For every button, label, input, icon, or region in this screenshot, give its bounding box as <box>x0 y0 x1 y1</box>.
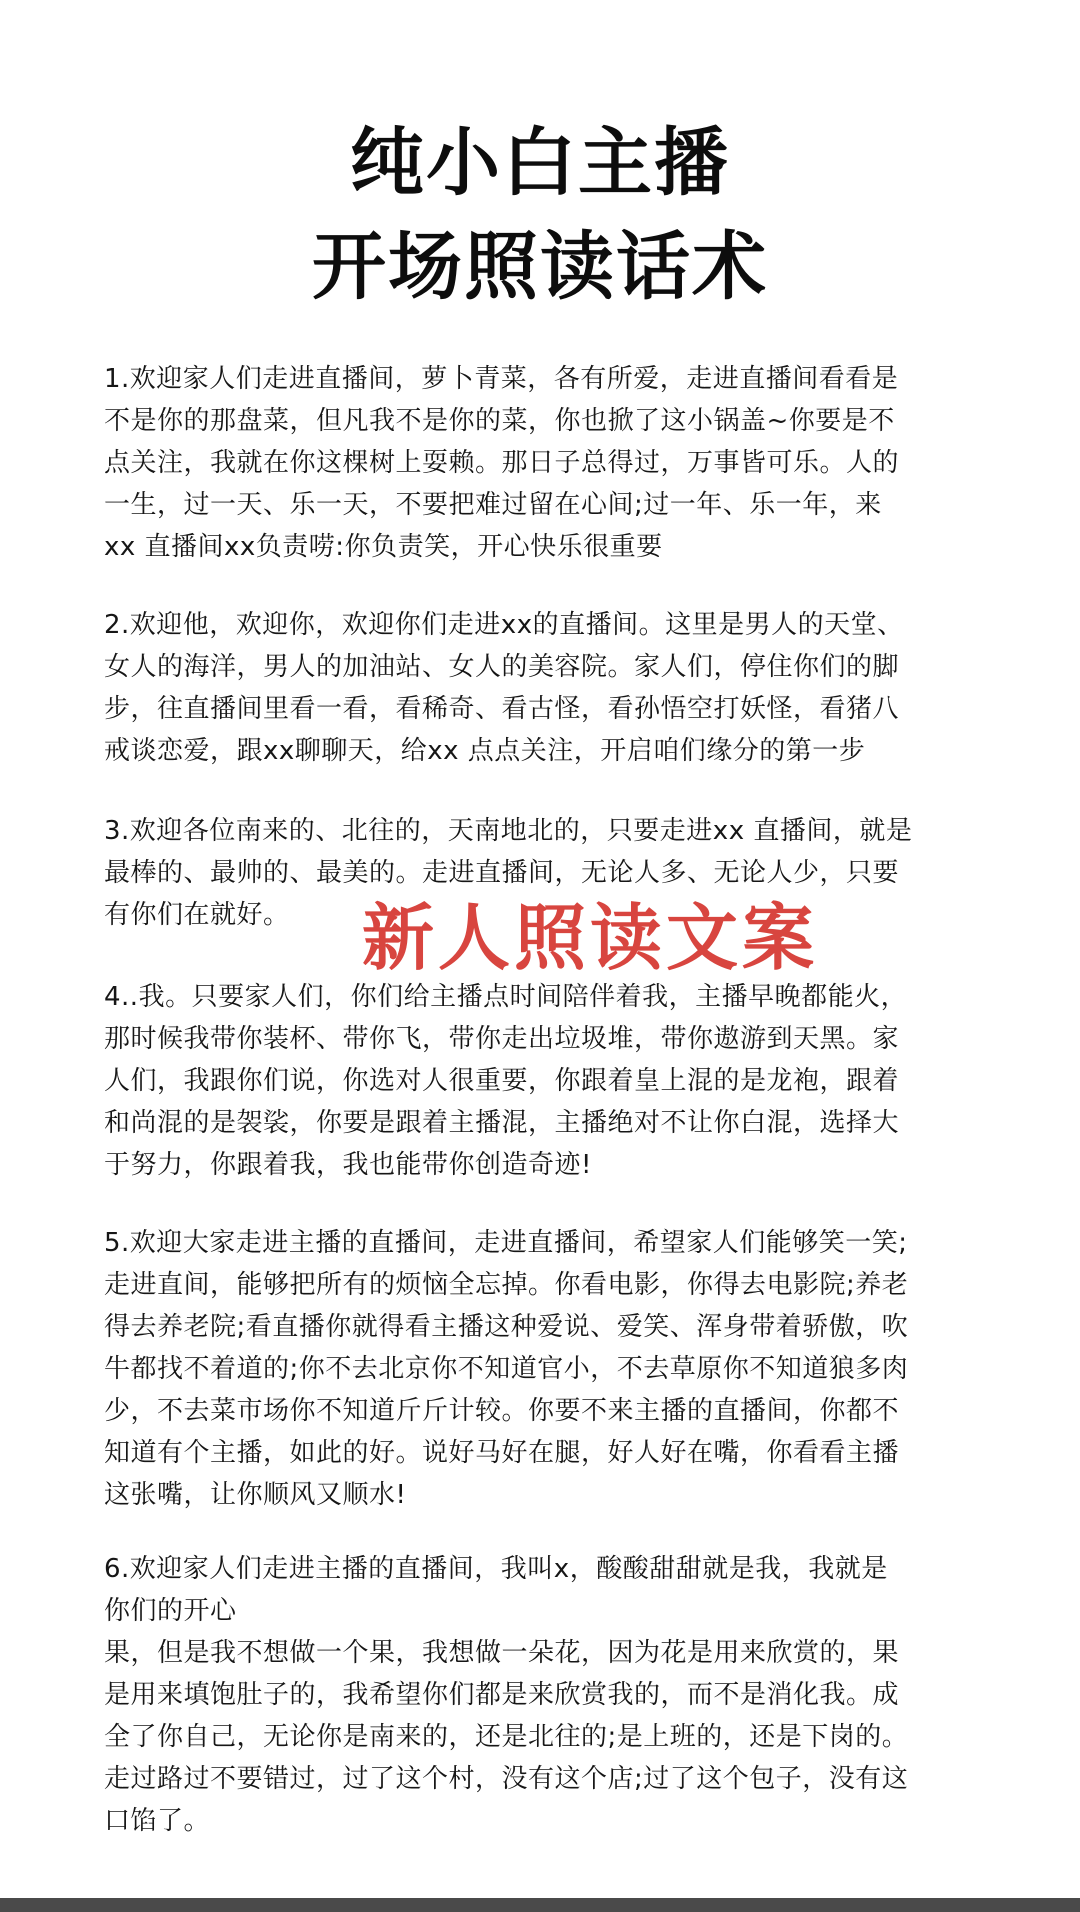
paragraph-line: 走进直间，能够把所有的烦恼全忘掉。你看电影，你得去电影院;养老 <box>104 1270 909 1300</box>
paragraph-line: 牛都找不着道的;你不去北京你不知道官小，不去草原你不知道狼多肉 <box>104 1354 909 1384</box>
paragraph-line: 和尚混的是袈裟，你要是跟着主播混，主播绝对不让你白混，选择大 <box>104 1108 900 1138</box>
paragraph-line: 6.欢迎家人们走进主播的直播间，我叫x，酸酸甜甜就是我，我就是 <box>104 1554 888 1584</box>
paragraph-line: 戒谈恋爱，跟xx聊聊天，给xx 点点关注，开启咱们缘分的第一步 <box>104 736 866 766</box>
paragraph-line: 你们的开心 <box>104 1596 237 1626</box>
paragraph-line: 点关注，我就在你这棵树上耍赖。那日子总得过，万事皆可乐。人的 <box>104 448 900 478</box>
script-paragraph-5 <box>104 1222 984 1516</box>
paragraph-line: 知道有个主播，如此的好。说好马好在腿，好人好在嘴，你看看主播 <box>104 1438 900 1468</box>
paragraph-line: 果，但是我不想做一个果，我想做一朵花，因为花是用来欣赏的，果 <box>104 1638 900 1668</box>
paragraph-line: 最棒的、最帅的、最美的。走进直播间，无论人多、无论人少，只要 <box>104 858 900 888</box>
paragraph-line: 一生，过一天、乐一天，不要把难过留在心间;过一年、乐一年，来 <box>104 490 882 520</box>
paragraph-line: 1.欢迎家人们走进直播间，萝卜青菜，各有所爱，走进直播间看看是 <box>104 364 899 394</box>
paragraph-line: 有你们在就好。 <box>104 900 290 930</box>
paragraph-line: 5.欢迎大家走进主播的直播间，走进直播间，希望家人们能够笑一笑; <box>104 1228 908 1258</box>
paragraph-line: 2.欢迎他，欢迎你，欢迎你们走进xx的直播间。这里是男人的天堂、 <box>104 610 904 640</box>
script-paragraph-1 <box>104 358 984 568</box>
paragraph-line: 人们，我跟你们说，你选对人很重要，你跟着皇上混的是龙袍，跟着 <box>104 1066 900 1096</box>
newcomer-script-stamp: 新人照读文案 <box>361 896 818 980</box>
paragraph-line: 那时候我带你装杯、带你飞，带你走出垃圾堆，带你遨游到天黑。家 <box>104 1024 900 1054</box>
paragraph-line: 全了你自己，无论你是南来的，还是北往的;是上班的，还是下岗的。 <box>104 1722 909 1752</box>
paragraph-line: 不是你的那盘菜，但凡我不是你的菜，你也掀了这小锅盖~你要是不 <box>104 406 895 436</box>
script-paragraph-4 <box>104 976 984 1186</box>
paragraph-line: 走过路过不要错过，过了这个村，没有这个店;过了这个包子，没有这 <box>104 1764 909 1794</box>
bottom-edge-bar <box>0 1898 1080 1912</box>
page-title-line-1: 纯小白主播 <box>350 120 730 206</box>
page-title-line-2: 开场照读话术 <box>312 224 768 310</box>
paragraph-line: 3.欢迎各位南来的、北往的，天南地北的，只要走进xx 直播间，就是 <box>104 816 913 846</box>
paragraph-line: 口馅了。 <box>104 1806 211 1836</box>
paragraph-line: 是用来填饱肚子的，我希望你们都是来欣赏我的，而不是消化我。成 <box>104 1680 900 1710</box>
script-paragraph-6 <box>104 1548 984 1842</box>
paragraph-line: 4..我。只要家人们，你们给主播点时间陪伴着我，主播早晚都能火， <box>104 982 908 1012</box>
paragraph-line: xx 直播间xx负责唠:你负责笑，开心快乐很重要 <box>104 532 663 562</box>
paragraph-line: 女人的海洋，男人的加油站、女人的美容院。家人们，停住你们的脚 <box>104 652 900 682</box>
script-paragraph-2 <box>104 604 984 772</box>
paragraph-line: 得去养老院;看直播你就得看主播这种爱说、爱笑、浑身带着骄傲，吹 <box>104 1312 909 1342</box>
paragraph-line: 这张嘴，让你顺风又顺水! <box>104 1480 407 1510</box>
paragraph-line: 少，不去菜市场你不知道斤斤计较。你要不来主播的直播间，你都不 <box>104 1396 900 1426</box>
paragraph-line: 于努力，你跟着我，我也能带你创造奇迹! <box>104 1150 592 1180</box>
paragraph-line: 步，往直播间里看一看，看稀奇、看古怪，看孙悟空打妖怪，看猪八 <box>104 694 900 724</box>
